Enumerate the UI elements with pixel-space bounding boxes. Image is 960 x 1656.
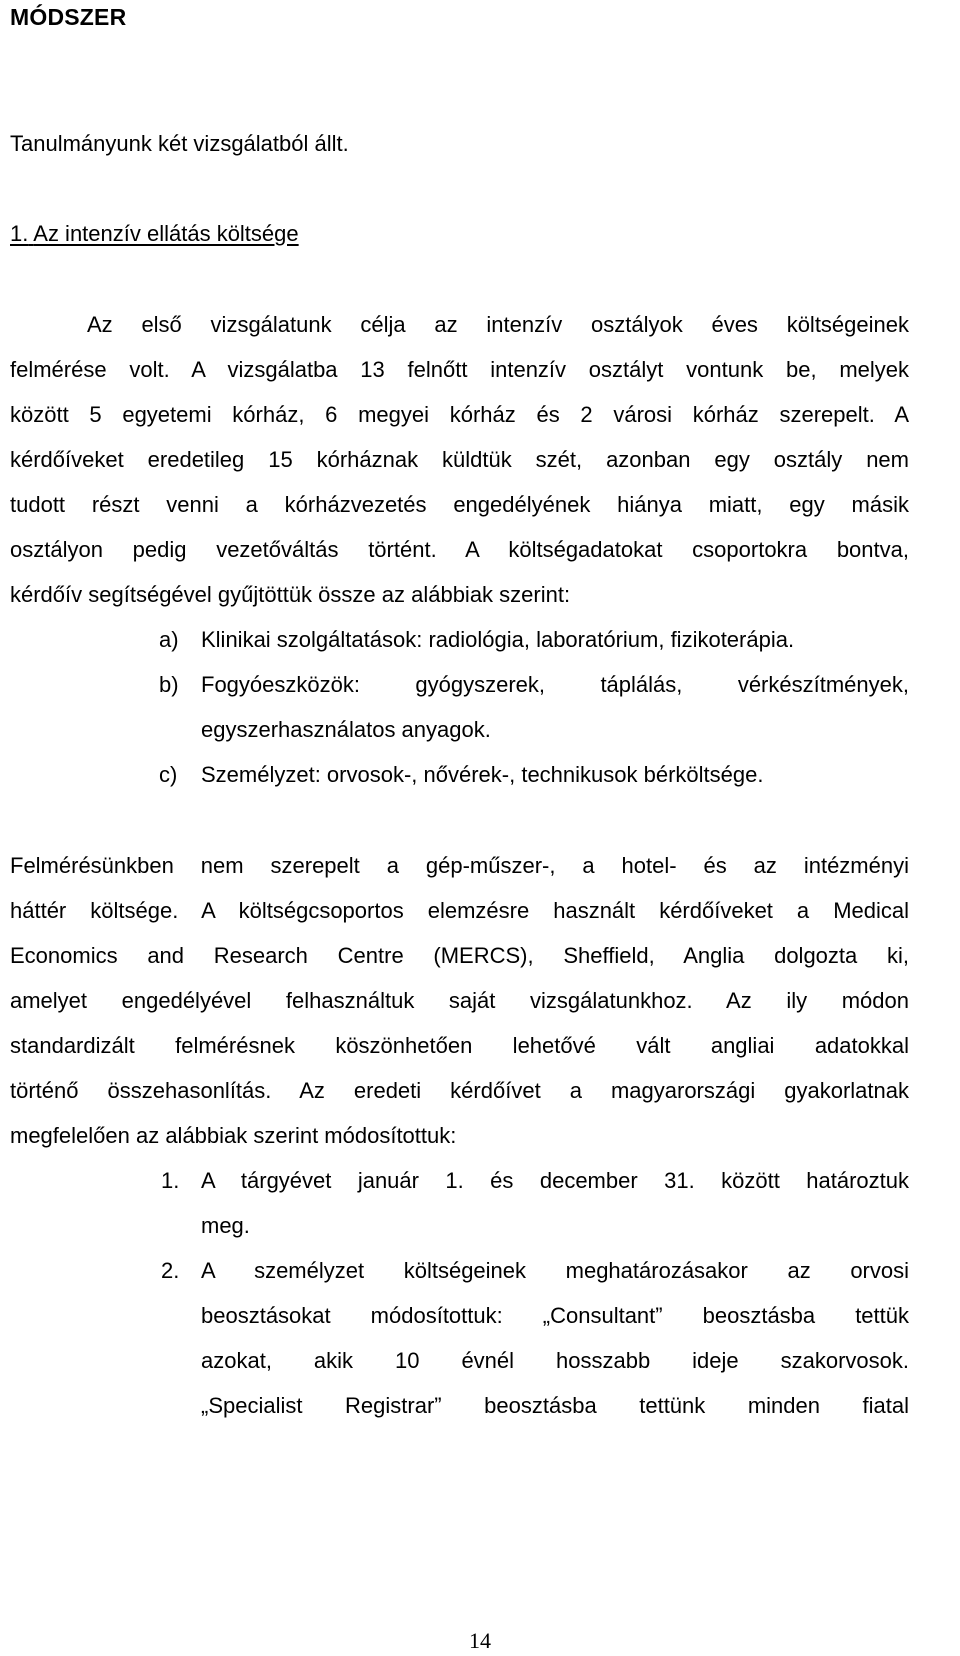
list-item-text: egyszerhasználatos anyagok. [201,717,491,742]
list-item-text: A tárgyévet január 1. és december 31. között határoztuk [201,1168,909,1193]
list-item-text: „Specialist Registrar” beosztásba tettünk minden fiatal [201,1393,909,1418]
subsection-title-text: Az intenzív ellátás költsége [33,221,299,246]
paragraph2-line: történő összehasonlítás. Az eredeti kérdőívet a magyarországi gyakorlatnak [10,1078,909,1103]
paragraph1-line: felmérése volt. A vizsgálatba 13 felnőtt intenzív osztályt vontunk be, melyek [10,357,909,382]
list-item-label: 2. [161,1258,180,1283]
list-item-label: c) [159,762,178,787]
paragraph2-line: standardizált felmérésnek köszönhetően lehetővé vált angliai adatokkal [10,1033,909,1058]
paragraph1-line: között 5 egyetemi kórház, 6 megyei kórház és 2 városi kórház szerepelt. A [10,402,909,427]
subsection-title [10,220,299,248]
paragraph1-line: Az első vizsgálatunk célja az intenzív osztályok éves költségeinek [87,312,909,337]
list-item-text: A személyzet költségeinek meghatározásakor az orvosi [201,1258,909,1283]
subsection-number: 1. [10,221,29,246]
list-item-text: azokat, akik 10 évnél hosszabb ideje szakorvosok. [201,1348,909,1373]
paragraph2-line: megfelelően az alábbiak szerint módosítottuk: [10,1123,457,1148]
intro-text: Tanulmányunk két vizsgálatból állt. [10,131,349,156]
list-item-text: Személyzet: orvosok-, nővérek-, technikusok bérköltsége. [201,762,764,787]
list-item-text: meg. [201,1213,250,1238]
paragraph2-line: háttér költsége. A költségcsoportos elemzésre használt kérdőíveket a Medical [10,898,909,923]
section-heading: MÓDSZER [10,4,127,30]
list-item-text: beosztásokat módosítottuk: „Consultant” beosztásba tettük [201,1303,909,1328]
list-item-text: Klinikai szolgáltatások: radiológia, laboratórium, fizikoterápia. [201,627,795,652]
list-item-label: a) [159,627,179,652]
paragraph1-line: kérdőíveket eredetileg 15 kórháznak küldtük szét, azonban egy osztály nem [10,447,909,472]
paragraph1-line: kérdőív segítségével gyűjtöttük össze az alábbiak szerint: [10,582,571,607]
list-item-label: 1. [161,1168,180,1193]
list-item-label: b) [159,672,179,697]
page-number: 14 [469,1628,491,1653]
paragraph2-line: Felmérésünkben nem szerepelt a gép-műszer-, a hotel- és az intézményi [10,853,909,878]
paragraph2-line: Economics and Research Centre (MERCS), Sheffield, Anglia dolgozta ki, [10,943,909,968]
paragraph2-line: amelyet engedélyével felhasználtuk saját vizsgálatunkhoz. Az ily módon [10,988,909,1013]
paragraph1-line: osztályon pedig vezetőváltás történt. A költségadatokat csoportokra bontva, [10,537,909,562]
list-item-text: Fogyóeszközök: gyógyszerek, táplálás, vérkészítmények, [201,672,909,697]
paragraph1-line: tudott részt venni a kórházvezetés engedélyének hiánya miatt, egy másik [10,492,909,517]
